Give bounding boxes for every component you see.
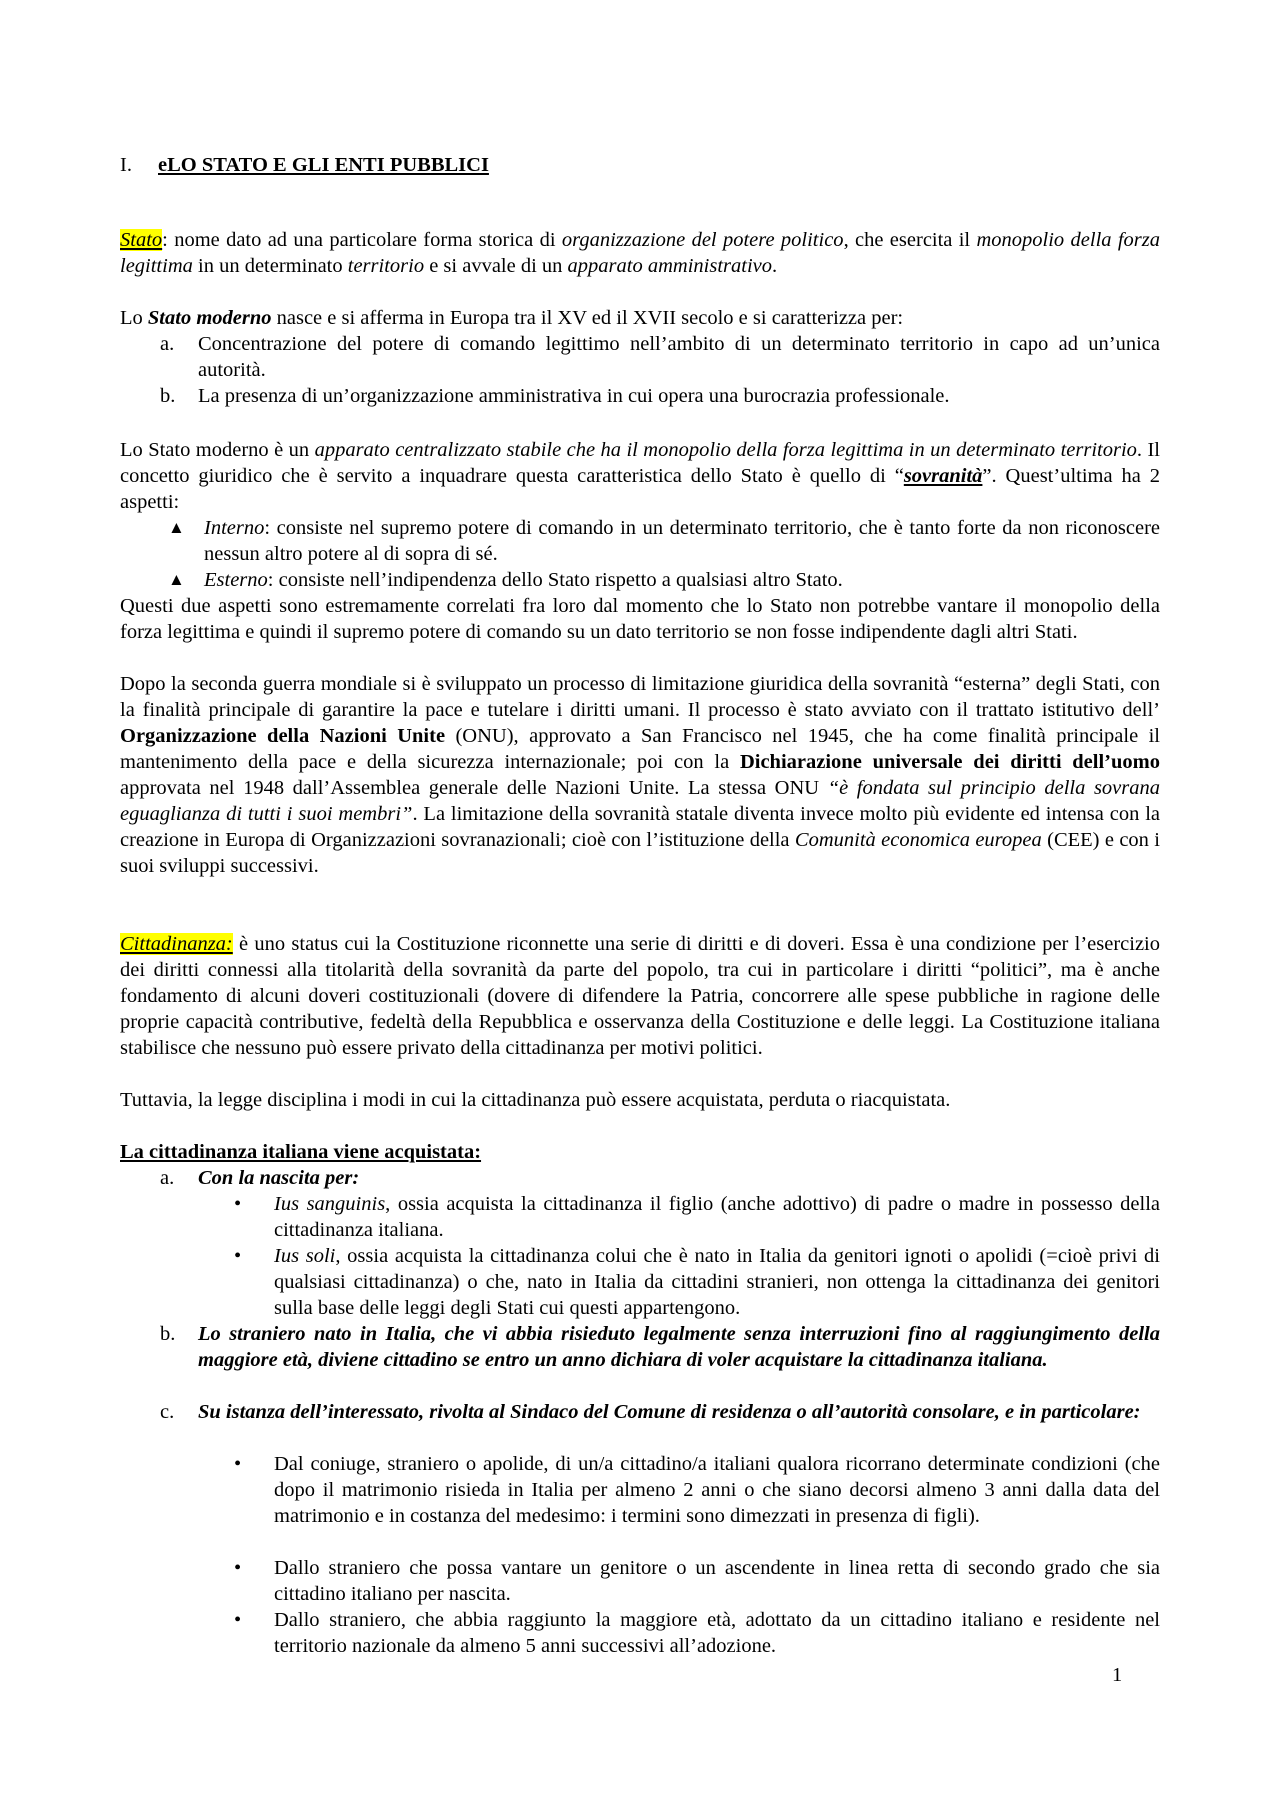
stato-definition: Stato: nome dato ad una particolare forma storica di organizzazione del potere politico, che esercita il monopolio della forza legittima in un determinato territorio e si avvale di un apparato amministrativo. xyxy=(120,229,1160,277)
sovranita-correlation: Questi due aspetti sono estremamente correlati fra loro dal momento che lo Stato non potrebbe vantare il monopolio della forza legittima e quindi il supremo potere di comando su un dato territorio se non fosse indipendente dagli altri Stati. xyxy=(120,595,1160,643)
cittadinanza-modes: Tuttavia, la legge disciplina i modi in cui la cittadinanza può essere acquistata, perduta o riacquistata. xyxy=(120,1089,951,1111)
bullet-icon: • xyxy=(234,1609,242,1631)
bullet-icon: • xyxy=(234,1245,242,1267)
cittadinanza-paragraph: Cittadinanza: è uno status cui la Costituzione riconnette una serie di diritti e di doveri. Essa è una condizione per l’esercizio dei diritti connessi alla titolarità della sovranità da parte del popolo, tra cui in particolare i diritti “politici”, ma è anche fondamento di alcuni doveri costituzionali (dovere di difendere la Patria, concorrere alle spese pubbliche in ragione delle proprie capacità contributive, fedeltà della Repubblica e osservanza della Costituzione e delle leggi. La Costituzione italiana stabilisce che nessuno può essere privato della cittadinanza per motivi politici. xyxy=(120,933,1160,1059)
triangle-icon: ▲ xyxy=(168,518,185,537)
sovranita-term: sovranità xyxy=(903,465,983,487)
dopoguerra-paragraph: Dopo la seconda guerra mondiale si è sviluppato un processo di limitazione giuridica della sovranità “esterna” degli Stati, con la finalità principale di garantire la pace e tutelare i diritti umani. Il processo è stato avviato con il trattato istitutivo dell’ Organizzazione della Nazioni Unite (ONU), approvato a San Francisco nel 1945, che ha come finalità principale il mantenimento della pace e della sicurezza internazionale; poi con la Dichiarazione universale dei diritti dell’uomo approvata nel 1948 dall’Assemblea generale delle Nazioni Unite. La stessa ONU “è fondata sul principio della sovrana eguaglianza di tutti i suoi membri”. La limitazione della sovranità statale diventa invece molto più evidente ed intensa con la creazione in Europa di Organizzazioni sovranazionali; cioè con l’istituzione della Comunità economica europea (CEE) e con i suoi sviluppi successivi. xyxy=(120,673,1161,877)
acquisto-heading: La cittadinanza italiana viene acquistata: xyxy=(120,1141,482,1163)
stato-term: Stato xyxy=(120,229,163,251)
heading-title: eLO STATO E GLI ENTI PUBBLICI xyxy=(158,154,489,176)
bullet-icon: • xyxy=(234,1557,242,1579)
heading-number: I. xyxy=(120,154,132,176)
cittadinanza-term: Cittadinanza: xyxy=(120,933,233,955)
bullet-icon: • xyxy=(234,1453,242,1475)
sovranita-paragraph: Lo Stato moderno è un apparato centralizzato stabile che ha il monopolio della forza legittima in un determinato territorio. Il concetto giuridico che è servito a inquadrare questa caratteristica dello Stato è quello di “sovranità”. Quest’ultima ha 2 aspetti: xyxy=(120,439,1160,513)
stato-moderno-intro: Lo Stato moderno nasce e si afferma in Europa tra il XV ed il XVII secolo e si caratterizza per: xyxy=(120,307,904,329)
section-heading xyxy=(120,152,1160,178)
bullet-icon: • xyxy=(234,1193,242,1215)
page-number: 1 xyxy=(1112,1664,1123,1686)
triangle-icon: ▲ xyxy=(168,570,185,589)
